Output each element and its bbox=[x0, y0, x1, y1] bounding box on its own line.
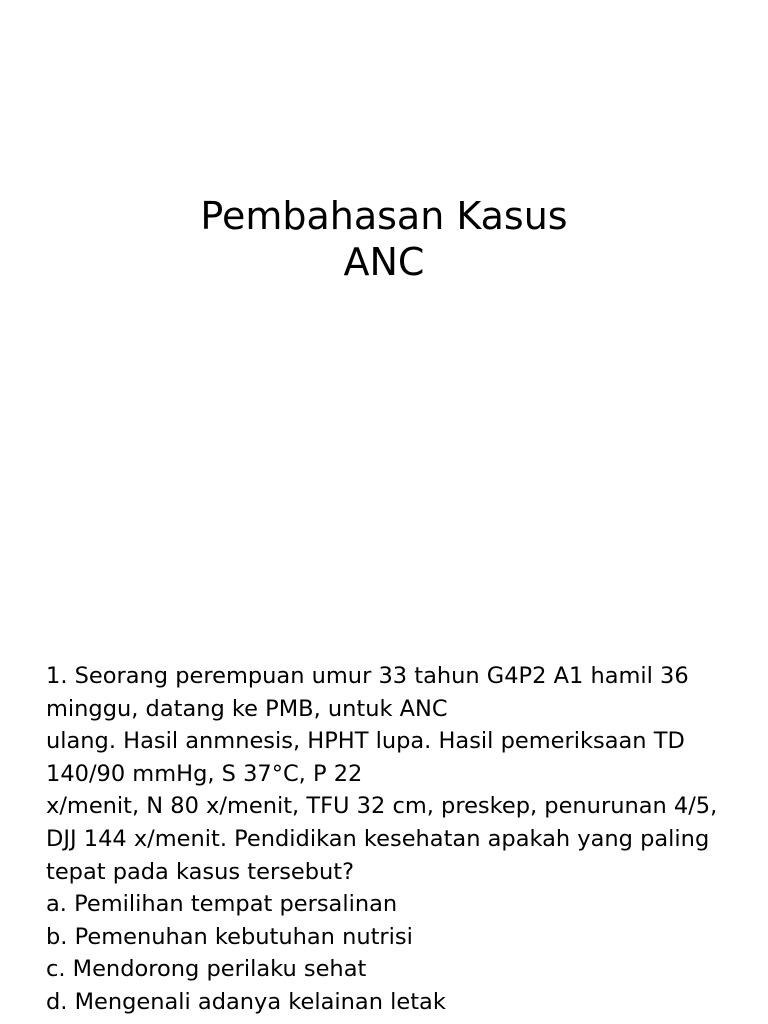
answer-option-d: d. Mengenali adanya kelainan letak bbox=[46, 988, 446, 1015]
question-line: x/menit, N 80 x/menit, TFU 32 cm, preskep, penurunan 4/5, bbox=[46, 793, 718, 820]
question-text-block bbox=[46, 660, 746, 1019]
answer-option-c: c. Mendorong perilaku sehat bbox=[46, 956, 367, 983]
question-line: minggu, datang ke PMB, untuk ANC bbox=[46, 695, 448, 722]
question-line: 140/90 mmHg, S 37°C, P 22 bbox=[46, 760, 363, 787]
answer-option-b: b. Pemenuhan kebutuhan nutrisi bbox=[46, 923, 413, 950]
answer-option-a: a. Pemilihan tempat persalinan bbox=[46, 891, 398, 918]
slide-title bbox=[0, 193, 768, 285]
question-line: DJJ 144 x/menit. Pendidikan kesehatan apakah yang paling bbox=[46, 825, 710, 852]
slide-title-line-1: Pembahasan Kasus bbox=[200, 194, 568, 238]
question-line: ulang. Hasil anmnesis, HPHT lupa. Hasil pemeriksaan TD bbox=[46, 728, 685, 755]
question-line: tepat pada kasus tersebut? bbox=[46, 858, 355, 885]
slide-title-line-2: ANC bbox=[343, 240, 425, 284]
question-line: 1. Seorang perempuan umur 33 tahun G4P2 A1 hamil 36 bbox=[46, 663, 689, 689]
